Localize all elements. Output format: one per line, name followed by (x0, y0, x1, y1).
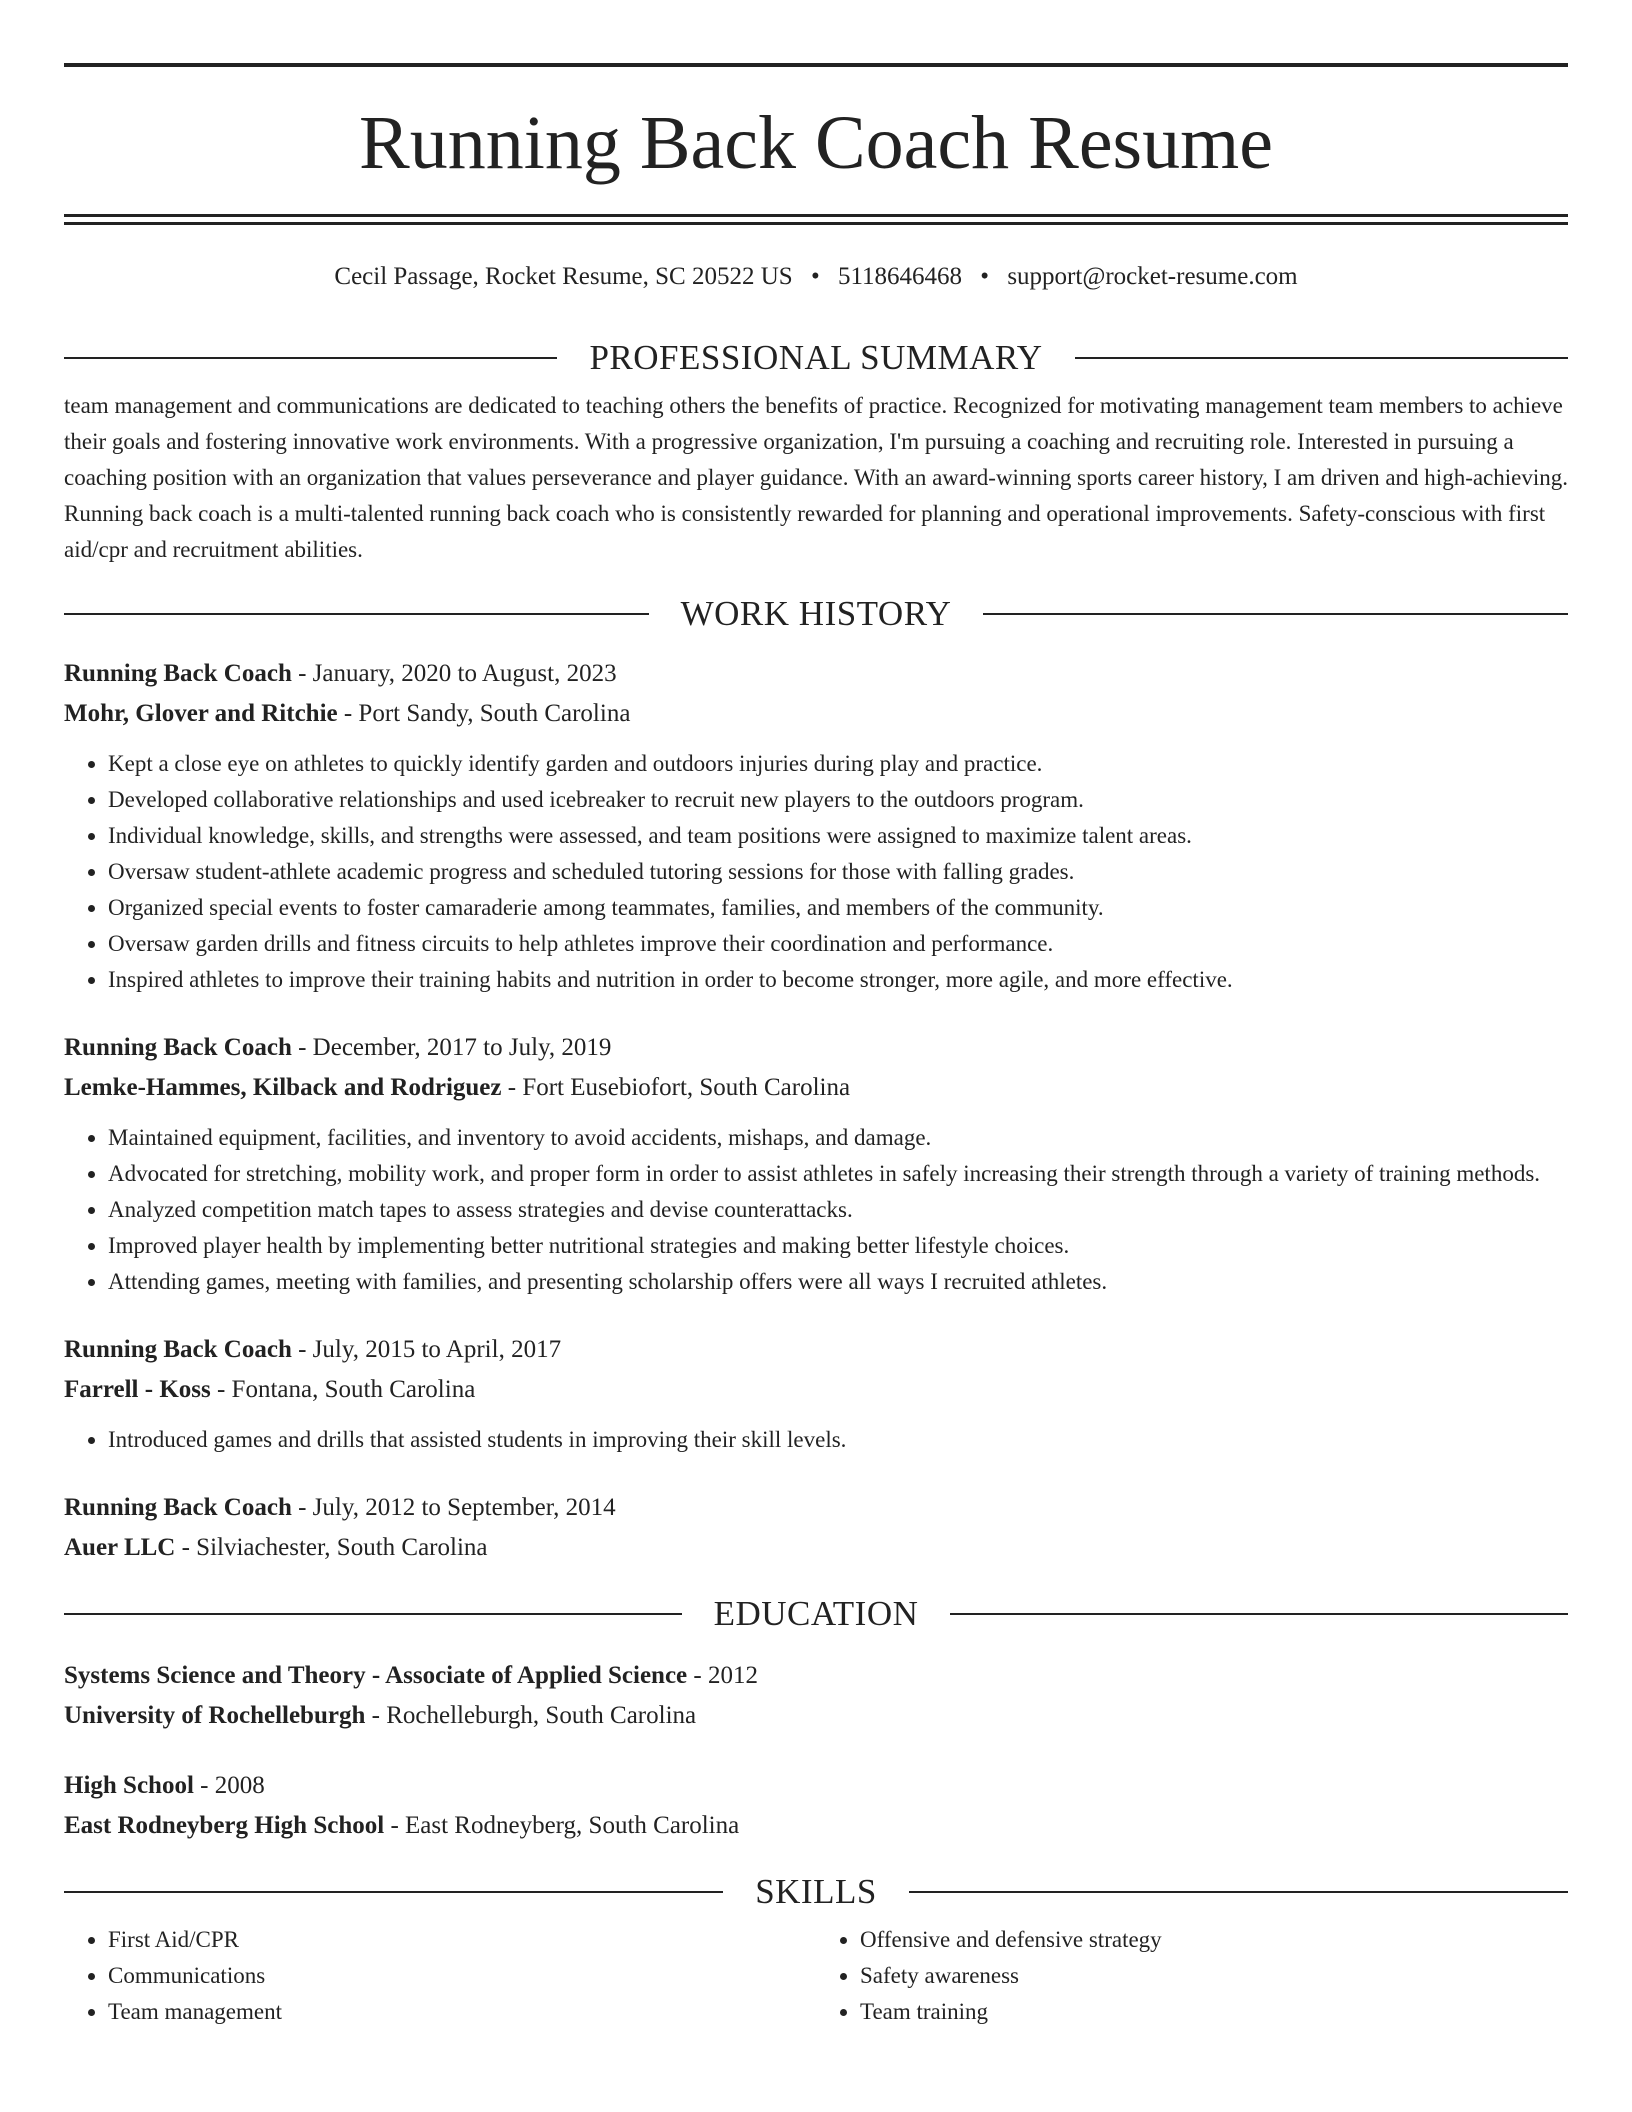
education-year: - 2008 (193, 1772, 265, 1799)
contact-separator: • (980, 263, 990, 290)
job-location: - Fort Eusebiofort, South Carolina (501, 1074, 851, 1101)
job-company-line (64, 1528, 1568, 1568)
job-entry (64, 1488, 1568, 1568)
skill-item: • Team management (108, 1994, 816, 2030)
job-title: Running Back Coach (64, 1034, 292, 1061)
education-degree-line (64, 1656, 1568, 1696)
job-company-line (64, 1068, 1568, 1108)
section-rule-left (64, 1891, 723, 1893)
section-title-work: WORK HISTORY (680, 594, 952, 633)
section-title-skills: SKILLS (755, 1872, 877, 1911)
job-bullet: • Improved player health by implementing better nutritional strategies and making better lifestyle choices. (108, 1228, 1568, 1264)
skills-column-right (816, 1922, 1568, 2030)
skill-item: • Team training (860, 1994, 1568, 2030)
section-rule-left (64, 1613, 682, 1615)
job-dates: - December, 2017 to July, 2019 (291, 1034, 612, 1061)
job-location: - Fontana, South Carolina (210, 1376, 476, 1403)
education-entry (64, 1766, 1568, 1846)
education-location: - East Rodneyberg, South Carolina (384, 1812, 740, 1839)
section-header-summary (64, 338, 1568, 378)
top-rule (64, 63, 1568, 67)
job-company-line (64, 694, 1568, 734)
job-title: Running Back Coach (64, 1336, 292, 1363)
education-school-line (64, 1806, 1568, 1846)
section-header-work (64, 594, 1568, 634)
job-title: Running Back Coach (64, 1494, 292, 1521)
job-title: Running Back Coach (64, 660, 292, 687)
job-bullet: • Organized special events to foster camaraderie among teammates, families, and members of the community. (108, 890, 1568, 926)
job-bullet: • Inspired athletes to improve their training habits and nutrition in order to become stronger, more agile, and more effective. (108, 962, 1568, 998)
section-header-skills (64, 1872, 1568, 1912)
page-title: Running Back Coach Resume (359, 101, 1273, 185)
job-bullet: • Maintained equipment, facilities, and inventory to avoid accidents, mishaps, and damage. (108, 1120, 1568, 1156)
section-title-education: EDUCATION (713, 1594, 919, 1633)
section-rule-right (983, 613, 1568, 615)
job-bullet: • Individual knowledge, skills, and strengths were assessed, and team positions were assigned to maximize talent areas. (108, 818, 1568, 854)
job-bullets (64, 746, 1568, 998)
skill-item: • Safety awareness (860, 1958, 1568, 1994)
title-double-rule (64, 214, 1568, 225)
contact-line (64, 262, 1568, 292)
section-rule-right (950, 1613, 1568, 1615)
job-bullet: • Advocated for stretching, mobility work, and proper form in order to assist athletes in safely increasing their strength through a variety of training methods. (108, 1156, 1568, 1192)
skill-item: • First Aid/CPR (108, 1922, 816, 1958)
section-rule-left (64, 357, 557, 359)
education-year: - 2012 (687, 1662, 758, 1689)
job-company: Lemke-Hammes, Kilback and Rodriguez (64, 1074, 502, 1101)
job-bullet: • Developed collaborative relationships and used icebreaker to recruit new players to the outdoors program. (108, 782, 1568, 818)
job-entry (64, 1330, 1568, 1458)
job-entry (64, 1028, 1568, 1300)
education-degree: High School (64, 1772, 194, 1799)
job-company: Auer LLC (64, 1534, 176, 1561)
job-company: Mohr, Glover and Ritchie (64, 700, 338, 727)
job-bullets (64, 1120, 1568, 1300)
education-school: East Rodneyberg High School (64, 1812, 385, 1839)
job-title-line (64, 1028, 1568, 1068)
skill-item: • Offensive and defensive strategy (860, 1922, 1568, 1958)
skill-item: • Communications (108, 1958, 816, 1994)
education-location: - Rochelleburgh, South Carolina (365, 1702, 697, 1729)
contact-phone: 5118646468 (837, 263, 963, 290)
education-school: University of Rochelleburgh (64, 1702, 366, 1729)
job-company-line (64, 1370, 1568, 1410)
job-bullet: • Oversaw student-athlete academic progress and scheduled tutoring sessions for those with falling grades. (108, 854, 1568, 890)
job-entry (64, 654, 1568, 998)
section-header-education (64, 1594, 1568, 1634)
job-title-line (64, 1488, 1568, 1528)
section-rule-left (64, 613, 649, 615)
section-rule-right (1075, 357, 1568, 359)
job-bullets (64, 1422, 1568, 1458)
contact-email: support@rocket-resume.com (1007, 263, 1298, 290)
contact-address: Cecil Passage, Rocket Resume, SC 20522 US (334, 263, 793, 290)
section-title-summary: PROFESSIONAL SUMMARY (589, 338, 1043, 377)
job-bullet: • Kept a close eye on athletes to quickly identify garden and outdoors injuries during play and practice. (108, 746, 1568, 782)
education-degree-line (64, 1766, 1568, 1806)
job-title-line (64, 654, 1568, 694)
job-bullet: • Oversaw garden drills and fitness circuits to help athletes improve their coordination and performance. (108, 926, 1568, 962)
professional-summary-text: team management and communications are dedicated to teaching others the benefits of practice. Recognized for motivating management team members to achieve their goals and fostering innovative work environments. With a progressive organization, I'm pursuing a coaching and recruiting role. Interested in pursuing a coaching position with an organization that values perseverance and player guidance. With an award-winning sports career history, I am driven and high-achieving. Running back coach is a multi-talented running back coach who is consistently rewarded for planning and operational improvements. Safety-conscious with first aid/cpr and recruitment abilities. (64, 393, 1569, 562)
education-entry (64, 1656, 1568, 1736)
job-location: - Port Sandy, South Carolina (337, 700, 631, 727)
job-company: Farrell - Koss (64, 1376, 211, 1403)
section-rule-right (909, 1891, 1568, 1893)
job-dates: - July, 2015 to April, 2017 (291, 1336, 562, 1363)
job-bullet: • Introduced games and drills that assisted students in improving their skill levels. (108, 1422, 1568, 1458)
skills-column-left (64, 1922, 816, 2030)
education-degree: Systems Science and Theory - Associate of Applied Science (64, 1662, 688, 1689)
contact-separator: • (810, 263, 820, 290)
job-title-line (64, 1330, 1568, 1370)
job-location: - Silviachester, South Carolina (175, 1534, 488, 1561)
resume-page (64, 0, 1568, 2030)
job-dates: - January, 2020 to August, 2023 (291, 660, 617, 687)
skills-columns (64, 1922, 1568, 2030)
job-bullet: • Attending games, meeting with families, and presenting scholarship offers were all ways I recruited athletes. (108, 1264, 1568, 1300)
job-bullet: • Analyzed competition match tapes to assess strategies and devise counterattacks. (108, 1192, 1568, 1228)
job-dates: - July, 2012 to September, 2014 (291, 1494, 616, 1521)
education-school-line (64, 1696, 1568, 1736)
